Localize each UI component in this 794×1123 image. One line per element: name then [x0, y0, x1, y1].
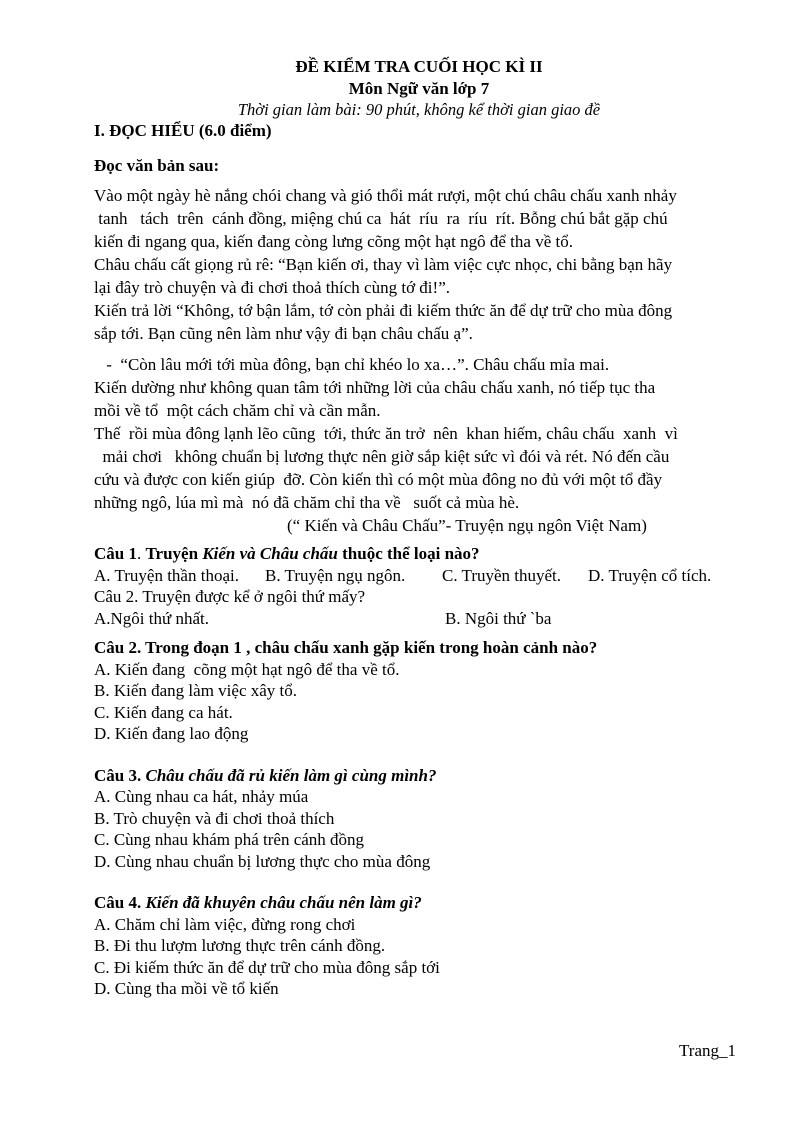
passage-line: kiến đi ngang qua, kiến đang còng lưng cõng một hạt ngô để tha về tổ. [94, 232, 573, 251]
option-c[interactable]: C. Cùng nhau khám phá trên cánh đồng [94, 830, 365, 849]
option-b[interactable]: B. Đi thu lượm lương thực trên cánh đồng. [94, 936, 386, 955]
exam-subject: Môn Ngữ văn lớp 7 [348, 79, 490, 98]
option-a[interactable]: A.Ngôi thứ nhất. [94, 608, 209, 628]
question-label: Câu 4. [94, 893, 142, 912]
question-text: Kiến đã khuyên châu chấu nên làm gì? [141, 893, 422, 912]
question-4 [94, 892, 744, 1000]
passage-line: sắp tới. Bạn cũng nên làm như vậy đi bạn châu chấu ạ”. [94, 324, 473, 343]
question-label: Câu 1 [94, 544, 137, 563]
option-b[interactable]: B. Kiến đang làm việc xây tổ. [94, 681, 298, 700]
passage-line: Kiến trả lời “Không, tớ bận lắm, tớ còn phải đi kiếm thức ăn để dự trữ cho mùa đông [94, 301, 673, 320]
passage-dialogue: - “Còn lâu mới tới mùa đông, bạn chỉ khéo lo xa…”. Châu chấu mỉa mai. [102, 355, 610, 374]
question-text: Châu chấu đã rủ kiến làm gì cùng mình? [141, 765, 437, 785]
passage-line: Vào một ngày hè nắng chói chang và gió thổi mát rượi, một chú châu chấu xanh nhảy [94, 186, 677, 205]
question-label: Câu 3. [94, 765, 142, 785]
passage-line: mải chơi không chuẩn bị lương thực nên giờ sắp kiệt sức vì đói và rét. Nó đến cầu [94, 447, 670, 466]
reading-passage-continued [94, 376, 744, 537]
question-1-stem [94, 543, 744, 565]
question-4-stem [94, 892, 744, 914]
option-a[interactable]: A. Truyện thần thoại. [94, 565, 239, 585]
section-heading: I. ĐỌC HIỂU (6.0 điểm) [94, 121, 272, 140]
question-text: Truyện [145, 544, 203, 563]
option-a[interactable]: A. Cùng nhau ca hát, nhảy múa [94, 787, 309, 806]
passage-line: Thế rồi mùa đông lạnh lẽo cũng tới, thức ăn trở nên khan hiếm, châu chấu xanh vì [94, 424, 678, 443]
passage-line: Châu chấu cất giọng rủ rê: “Bạn kiến ơi, thay vì làm việc cực nhọc, chi bằng bạn hãy [94, 255, 673, 274]
option-b[interactable]: B. Ngôi thứ `ba [445, 608, 552, 628]
option-c[interactable]: C. Kiến đang ca hát. [94, 702, 233, 722]
question-separator: . [136, 544, 146, 563]
passage-source: (“ Kiến và Châu Chấu”- Truyện ngụ ngôn Việt Nam) [287, 516, 647, 535]
reading-passage [94, 184, 744, 345]
option-a[interactable]: A. Kiến đang cõng một hạt ngô để tha về tổ. [94, 659, 400, 679]
question-3 [94, 765, 744, 873]
option-c[interactable]: C. Truyền thuyết. [442, 565, 562, 585]
option-b[interactable]: B. Trò chuyện và đi chơi thoả thích [94, 808, 335, 828]
option-d[interactable]: D. Truyện cổ tích. [588, 565, 712, 585]
option-b[interactable]: B. Truyện ngụ ngôn. [265, 565, 406, 585]
exam-time: Thời gian làm bài: 90 phút, không kể thời gian giao đề [237, 100, 601, 119]
question-2 [94, 637, 744, 745]
question-text: thuộc thể loại nào? [337, 544, 480, 563]
passage-line: lại đây trò chuyện và đi chơi thoả thích cùng tớ đi!”. [94, 278, 450, 297]
exam-page [94, 56, 744, 1000]
read-instruction: Đọc văn bản sau: [94, 156, 220, 175]
question-title-italic: Kiến và Châu chấu [202, 544, 338, 563]
option-d[interactable]: D. Kiến đang lao động [94, 724, 249, 743]
option-d[interactable]: D. Cùng nhau chuẩn bị lương thực cho mùa đông [94, 851, 431, 871]
page-number: Trang_1 [679, 1041, 736, 1060]
question-extra-options [94, 608, 744, 630]
question-1-options [94, 565, 744, 587]
passage-line: tanh tách trên cánh đồng, miệng chú ca hát ríu ra ríu rít. Bỗng chú bắt gặp chú [94, 209, 668, 228]
question-extra-stem: Câu 2. Truyện được kể ở ngôi thứ mấy? [94, 587, 366, 606]
question-3-stem [94, 765, 744, 787]
passage-line: Kiến dường như không quan tâm tới những lời của châu chấu xanh, nó tiếp tục tha [94, 378, 656, 397]
passage-line: cứu và được con kiến giúp đỡ. Còn kiến thì có một mùa đông no đủ với một tổ đầy [94, 470, 663, 489]
question-2-stem: Câu 2. Trong đoạn 1 , châu chấu xanh gặp kiến trong hoàn cảnh nào? [94, 638, 598, 657]
option-d[interactable]: D. Cùng tha mồi về tổ kiến [94, 979, 279, 998]
exam-title: ĐỀ KIỂM TRA CUỐI HỌC KÌ II [295, 57, 543, 76]
question-1 [94, 543, 744, 629]
passage-line: những ngô, lúa mì mà nó đã chăm chỉ tha về suốt cả mùa hè. [94, 493, 520, 512]
option-c[interactable]: C. Đi kiếm thức ăn để dự trữ cho mùa đông sắp tới [94, 957, 440, 977]
option-a[interactable]: A. Chăm chỉ làm việc, đừng rong chơi [94, 914, 356, 934]
passage-line: mồi về tổ một cách chăm chỉ và cần mẫn. [94, 401, 381, 420]
